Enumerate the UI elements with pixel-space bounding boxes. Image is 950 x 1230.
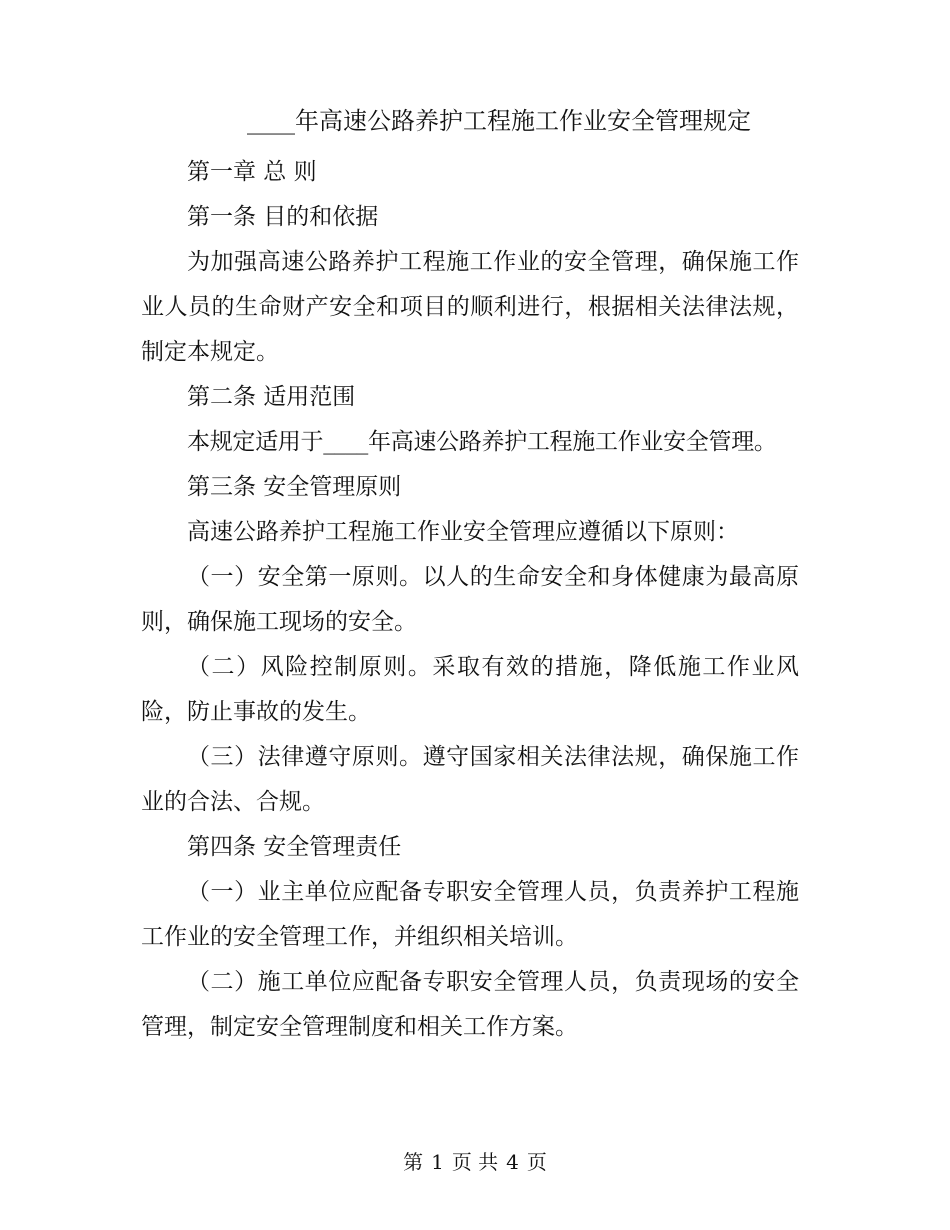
list-item: （三）法律遵守原则。遵守国家相关法律法规，确保施工作业的合法、合规。	[141, 744, 799, 815]
list-item: （二）风险控制原则。采取有效的措施，降低施工作业风险，防止事故的发生。	[141, 654, 799, 725]
body-paragraph: 高速公路养护工程施工作业安全管理应遵循以下原则：	[187, 519, 739, 545]
page-label-mid: 页 共	[451, 1150, 499, 1174]
document-body	[141, 150, 799, 1050]
page-footer	[0, 1148, 950, 1176]
current-page-number: 1	[431, 1150, 444, 1174]
body-paragraph: 为加强高速公路养护工程施工作业的安全管理，确保施工作业人员的生命财产安全和项目的顺利进行，根据相关法律法规，制定本规定。	[141, 249, 799, 365]
article-heading: 第一条 目的和依据	[187, 204, 379, 230]
page-label-suffix: 页	[526, 1150, 547, 1174]
article-heading: 第三条 安全管理原则	[187, 474, 402, 500]
list-item: （一）安全第一原则。以人的生命安全和身体健康为最高原则，确保施工现场的安全。	[141, 564, 799, 635]
page-label-prefix: 第	[403, 1150, 424, 1174]
list-item: （二）施工单位应配备专职安全管理人员，负责现场的安全管理，制定安全管理制度和相关工作方案。	[141, 969, 799, 1040]
total-pages-number: 4	[506, 1150, 519, 1174]
chapter-heading: 第一章 总 则	[187, 159, 317, 185]
document-title: ____年高速公路养护工程施工作业安全管理规定	[247, 107, 751, 135]
article-heading: 第四条 安全管理责任	[187, 834, 402, 860]
list-item: （一）业主单位应配备专职安全管理人员，负责养护工程施工作业的安全管理工作，并组织相关培训。	[141, 879, 799, 950]
body-paragraph: 本规定适用于____年高速公路养护工程施工作业安全管理。	[187, 429, 777, 455]
article-heading: 第二条 适用范围	[187, 384, 356, 410]
